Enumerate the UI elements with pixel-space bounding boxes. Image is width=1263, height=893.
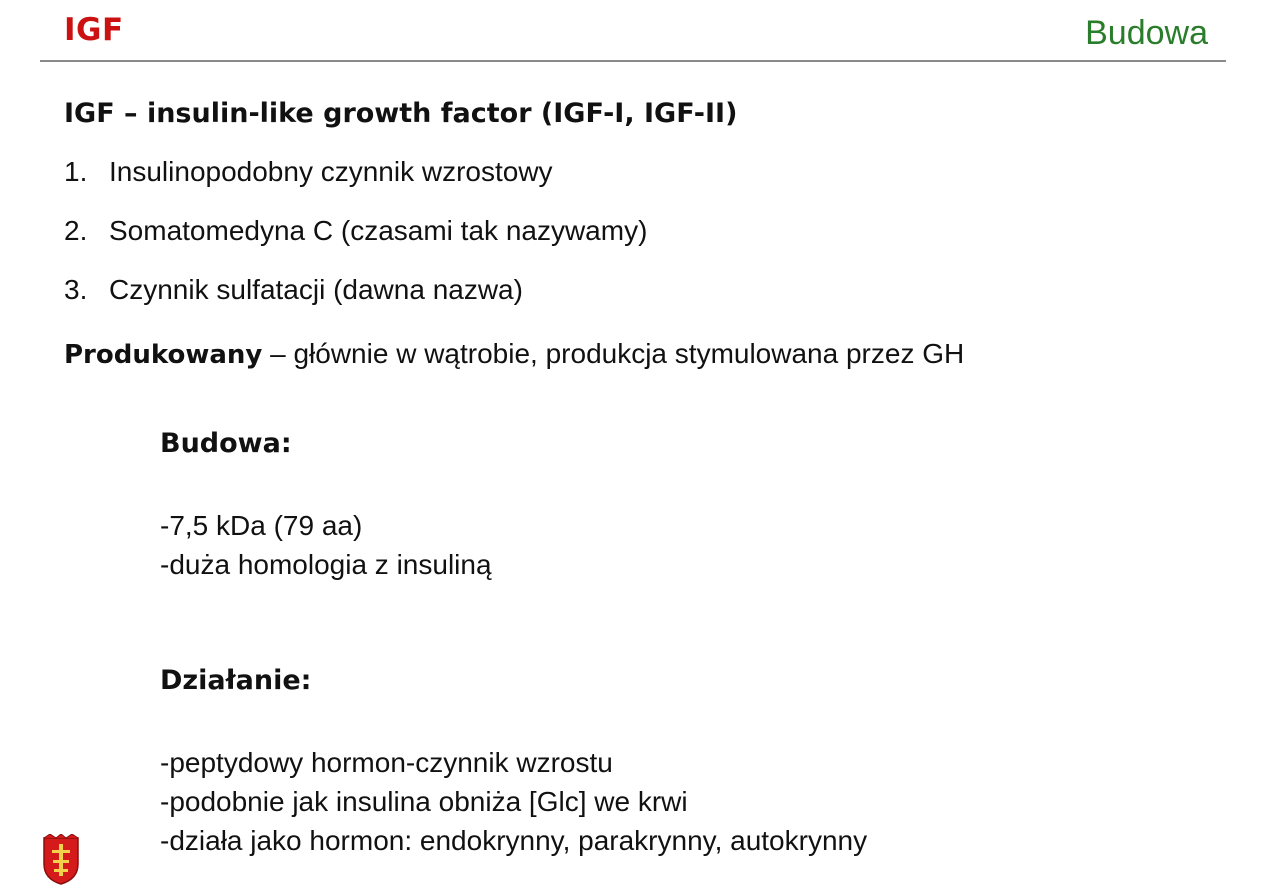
- list-item-text: Somatomedyna C (czasami tak nazywamy): [109, 215, 648, 246]
- coat-of-arms-icon: [40, 834, 82, 886]
- list-item: [64, 274, 647, 333]
- list-item-number: 2.: [64, 215, 88, 246]
- action-heading: Działanie:: [160, 665, 312, 696]
- header-title: IGF: [64, 12, 124, 48]
- list-item: [64, 156, 647, 215]
- structure-list: [160, 506, 492, 584]
- main-title: IGF – insulin-like growth factor (IGF-I, IGF-II): [64, 98, 738, 129]
- action-list: [160, 743, 867, 860]
- header-section-label: Budowa: [1085, 14, 1208, 52]
- production-text: – głównie w wątrobie, produkcja stymulowana przez GH: [262, 338, 965, 369]
- structure-item: -7,5 kDa (79 aa): [160, 510, 363, 541]
- list-item: [64, 215, 647, 274]
- list-item-text: Insulinopodobny czynnik wzrostowy: [109, 156, 553, 187]
- list-item-text: Czynnik sulfatacji (dawna nazwa): [109, 274, 523, 305]
- header-divider: [40, 60, 1226, 62]
- action-item: -podobnie jak insulina obniża [Glc] we krwi: [160, 786, 688, 817]
- structure-item: -duża homologia z insuliną: [160, 549, 492, 580]
- list-item-number: 1.: [64, 156, 88, 187]
- production-term: Produkowany: [64, 340, 263, 370]
- names-list: [64, 156, 647, 333]
- action-item: -peptydowy hormon-czynnik wzrostu: [160, 747, 613, 778]
- action-item: -działa jako hormon: endokrynny, parakrynny, autokrynny: [160, 825, 868, 856]
- list-item-number: 3.: [64, 274, 88, 305]
- structure-heading: Budowa:: [160, 428, 292, 459]
- production-line: [64, 338, 964, 370]
